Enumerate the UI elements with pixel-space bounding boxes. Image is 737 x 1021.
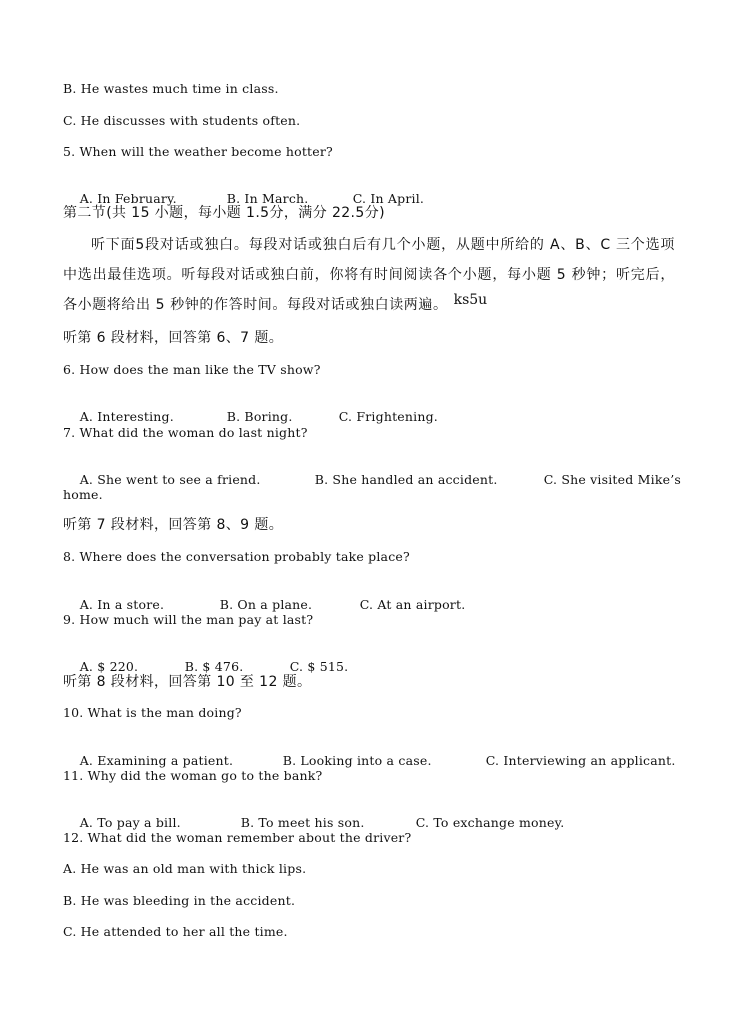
q6-option-a: A. Interesting.	[79, 409, 174, 424]
q9-option-c: C. $ 515.	[289, 659, 349, 674]
q6-question: 6. How does the man like the TV show?	[63, 362, 321, 377]
q8-question: 8. Where does the conversation probably take place?	[63, 549, 410, 564]
q9-question: 9. How much will the man pay at last?	[63, 612, 314, 627]
q11-option-b: B. To meet his son.	[240, 815, 365, 830]
material-6-heading: 听第 6 段材料，回答第 6、7 题。	[63, 330, 284, 346]
q10-option-a: A. Examining a patient.	[79, 753, 234, 768]
q12-option-a: A. He was an old man with thick lips.	[63, 861, 307, 876]
q12-option-c: C. He attended to her all the time.	[63, 924, 288, 939]
q7-option-a: A. She went to see a friend.	[79, 472, 261, 487]
q9-option-b: B. $ 476.	[184, 659, 244, 674]
q9-option-a: A. $ 220.	[79, 659, 139, 674]
q6-option-b: B. Boring.	[226, 409, 293, 424]
watermark-mark: ks5u	[453, 292, 488, 308]
q6-option-c: C. Frightening.	[338, 409, 438, 424]
q7-option-b: B. She handled an accident.	[314, 472, 498, 487]
material-7-heading: 听第 7 段材料，回答第 8、9 题。	[63, 517, 284, 533]
q8-option-c: C. At an airport.	[359, 597, 466, 612]
q12-option-b: B. He was bleeding in the accident.	[63, 893, 296, 908]
q12-question: 12. What did the woman remember about the driver?	[63, 830, 412, 845]
q5-option-c: C. In April.	[352, 191, 425, 206]
section-instructions	[63, 230, 675, 320]
q4-option-b: B. He wastes much time in class.	[63, 81, 279, 96]
q8-option-a: A. In a store.	[79, 597, 165, 612]
q8-option-b: B. On a plane.	[219, 597, 313, 612]
q7-option-c: C. She visited Mike’s	[543, 472, 681, 487]
q10-option-b: B. Looking into a case.	[282, 753, 432, 768]
q7-options	[63, 456, 681, 504]
q7-option-c-continuation: home.	[63, 487, 103, 502]
q10-option-c: C. Interviewing an applicant.	[485, 753, 676, 768]
q5-option-b: B. In March.	[226, 191, 309, 206]
instructions-text: 听下面5段对话或独白。每段对话或独白后有几个小题，从题中所给的 A、B、C 三个选项中选出最佳选项。听每段对话或独白前，你将有时间阅读各个小题，每小题 5 秒钟；听完后，各小题将给出 5 秒钟的作答时间。每段对话或独白读两遍。	[63, 237, 675, 313]
material-8-heading: 听第 8 段材料，回答第 10 至 12 题。	[63, 674, 312, 690]
q11-question: 11. Why did the woman go to the bank?	[63, 768, 323, 783]
q7-question: 7. What did the woman do last night?	[63, 425, 308, 440]
section-heading: 第二节(共 15 小题，每小题 1.5分，满分 22.5分)	[63, 205, 385, 221]
q4-option-c: C. He discusses with students often.	[63, 113, 301, 128]
q11-option-c: C. To exchange money.	[415, 815, 565, 830]
q5-option-a: A. In February.	[79, 191, 177, 206]
q11-option-a: A. To pay a bill.	[79, 815, 181, 830]
q5-question: 5. When will the weather become hotter?	[63, 144, 333, 159]
q10-question: 10. What is the man doing?	[63, 705, 242, 720]
